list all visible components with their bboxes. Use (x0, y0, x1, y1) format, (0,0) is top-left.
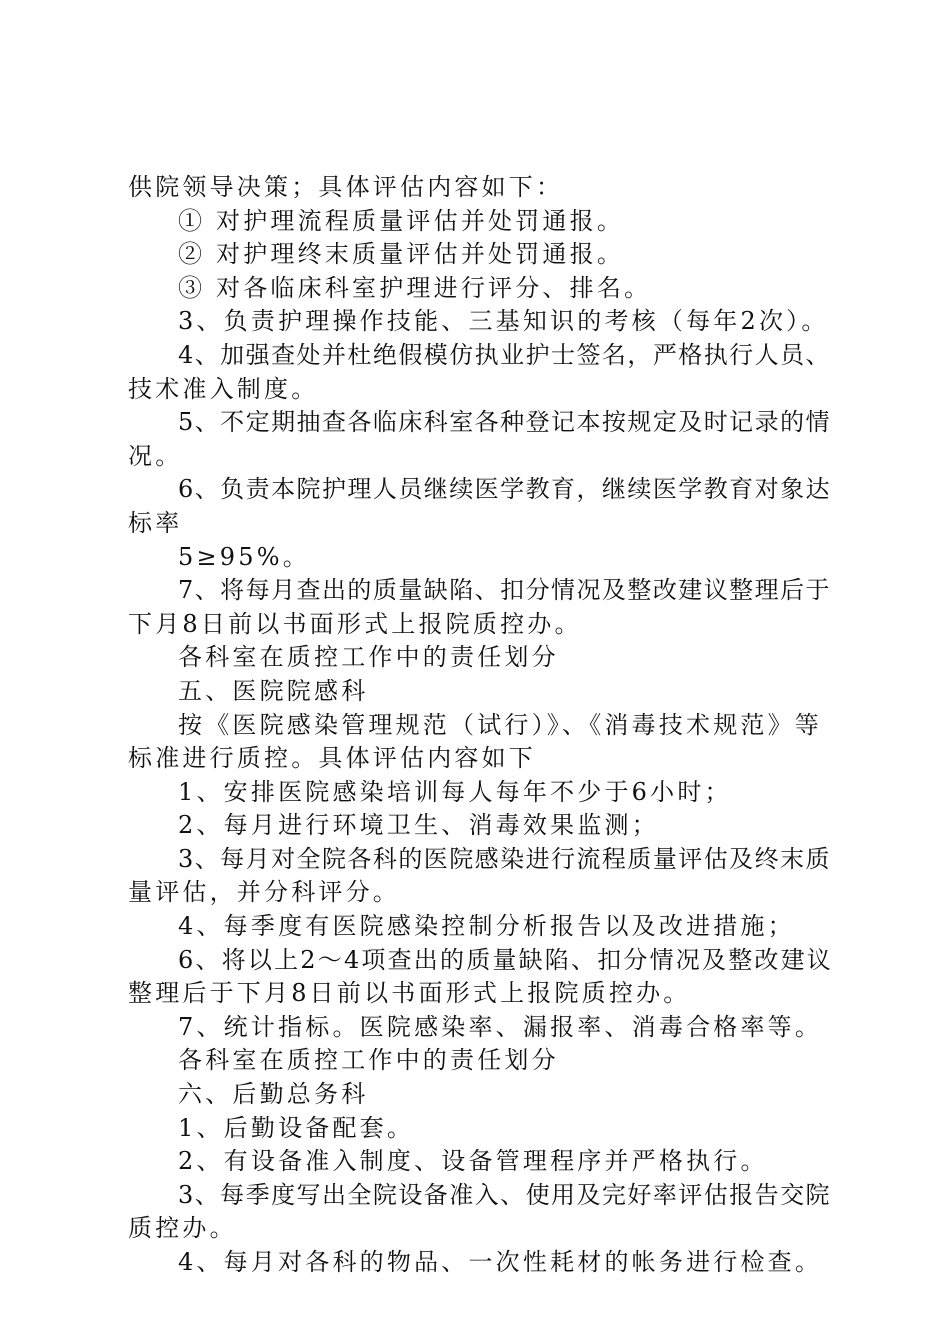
text-line: 整理后于下月8日前以书面形式上报院质控办。 (128, 979, 691, 1008)
text-line: 5、不定期抽查各临床科室各种登记本按规定及时记录的情 (178, 408, 831, 437)
section-heading: 六、后勤总务科 (178, 1080, 369, 1109)
text-line: ② 对护理终末质量评估并处罚通报。 (178, 240, 625, 269)
document-body (128, 171, 834, 1280)
text-line: 供院领导决策；具体评估内容如下： (128, 173, 564, 201)
text-line: 7、统计指标。医院感染率、漏报率、消毒合格率等。 (178, 1012, 823, 1041)
text-line: 4、加强查处并杜绝假模仿执业护士签名，严格执行人员、 (178, 340, 831, 369)
text-line: 2、每月进行环境卫生、消毒效果监测； (178, 811, 659, 840)
text-line: 4、每月对各科的物品、一次性耗材的帐务进行检查。 (178, 1248, 823, 1276)
text-line: 3、每月对全院各科的医院感染进行流程质量评估及终末质 (178, 844, 831, 873)
text-line: ① 对护理流程质量评估并处罚通报。 (178, 206, 625, 235)
text-line: 6、将以上2～4项查出的质量缺陷、扣分情况及整改建议 (178, 945, 834, 974)
text-line: 按《医院感染管理规范（试行）》、《消毒技术规范》等 (178, 710, 822, 739)
text-line: 技术准入制度。 (128, 374, 319, 403)
text-line: 1、安排医院感染培训每人每年不少于6小时； (178, 777, 732, 806)
text-line: 2、有设备准入制度、设备管理程序并严格执行。 (178, 1147, 768, 1176)
section-heading: 各科室在质控工作中的责任划分 (178, 643, 559, 672)
text-line: 4、每季度有医院感染控制分析报告以及改进措施； (178, 912, 795, 941)
section-heading: 各科室在质控工作中的责任划分 (178, 1046, 559, 1075)
text-line: 标率 (128, 508, 183, 537)
section-heading: 五、医院院感科 (178, 676, 369, 705)
text-line: ③ 对各临床科室护理进行评分、排名。 (178, 273, 652, 302)
text-line: 7、将每月查出的质量缺陷、扣分情况及整改建议整理后于 (178, 576, 831, 605)
text-line: 量评估，并分科评分。 (128, 878, 400, 907)
text-line: 质控办。 (128, 1214, 237, 1243)
text-line: 3、负责护理操作技能、三基知识的考核（每年2次）。 (178, 307, 829, 336)
text-line: 下月8日前以书面形式上报院质控办。 (128, 609, 582, 638)
text-line: 况。 (128, 441, 183, 470)
text-line: 6、负责本院护理人员继续医学教育，继续医学教育对象达 (178, 475, 831, 504)
text-line: 3、每季度写出全院设备准入、使用及完好率评估报告交院 (178, 1180, 831, 1209)
text-line: 1、后勤设备配套。 (178, 1113, 415, 1142)
text-line: 5≥95%。 (178, 542, 310, 571)
text-line: 标准进行质控。具体评估内容如下 (128, 744, 536, 773)
